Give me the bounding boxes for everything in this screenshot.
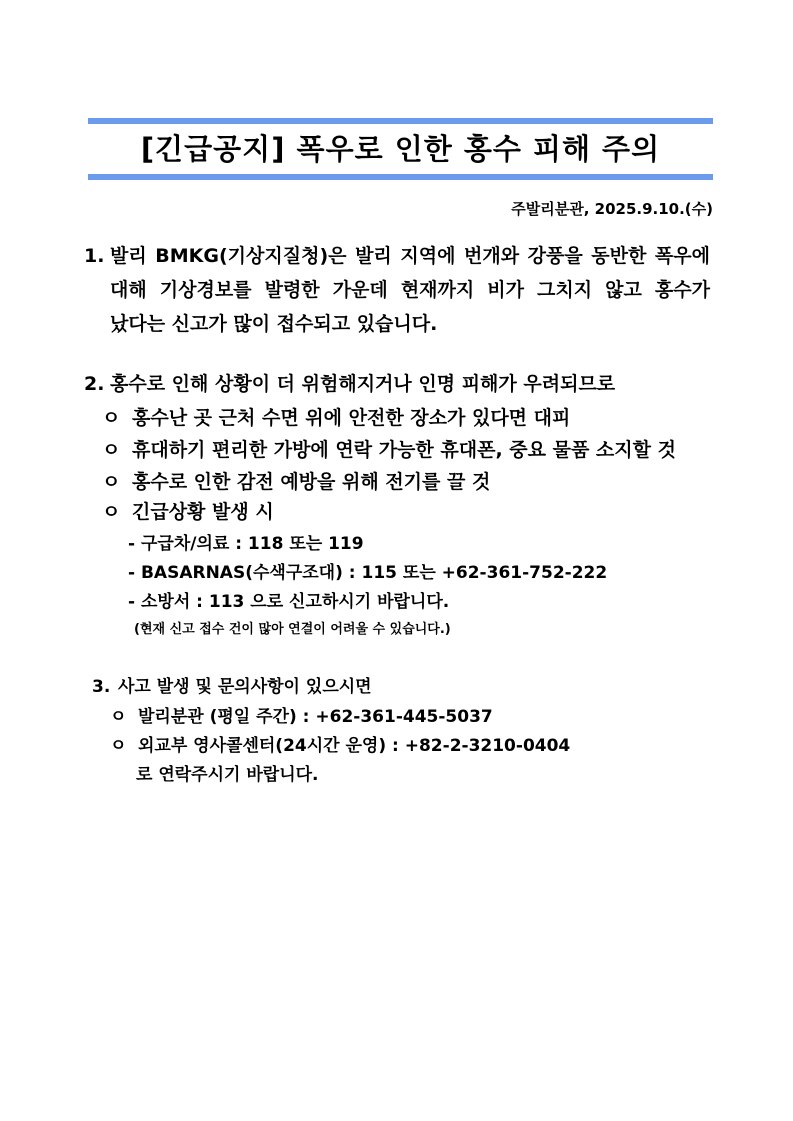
section-3-number: 3.	[92, 677, 111, 697]
section-3-closing: 로 연락주시기 바랍니다.	[136, 765, 319, 785]
section-2-bullet-2-text: 휴대하기 편리한 가방에 연락 가능한 휴대폰, 중요 물품 소지할 것	[132, 439, 676, 461]
section-2-bullet-3-text: 홍수로 인한 감전 예방을 위해 전기를 끌 것	[132, 471, 491, 493]
section-3-contact-2	[110, 735, 570, 757]
bullet-marker: ㅇ	[102, 501, 121, 523]
section-2-bullet-3	[102, 470, 490, 494]
bullet-marker: ㅇ	[102, 407, 121, 429]
bullet-marker: ㅇ	[102, 471, 121, 493]
section-1-line-1: 발리 BMKG(기상지질청)은 발리 지역에 번개와 강풍을 동반한 폭우에	[110, 245, 710, 267]
title-top-rule	[88, 118, 713, 124]
bullet-marker: ㅇ	[102, 439, 121, 461]
section-1-line-3: 났다는 신고가 많이 접수되고 있습니다.	[110, 313, 438, 335]
section-3-contact-1-text: 발리분관 (평일 주간) : +62-361-445-5037	[138, 707, 493, 727]
section-2-number: 2.	[84, 373, 105, 395]
emergency-contact-basarnas: - BASARNAS(수색구조대) : 115 또는 +62-361-752-222	[128, 563, 608, 583]
section-2-heading: 홍수로 인해 상황이 더 위험해지거나 인명 피해가 우려되므로	[110, 373, 616, 395]
title-bottom-rule	[88, 174, 713, 180]
section-3-contact-1	[110, 706, 493, 728]
bullet-marker: ㅇ	[110, 707, 127, 727]
emergency-note: (현재 신고 접수 건이 많아 연결이 어려울 수 있습니다.)	[134, 622, 451, 637]
dateline: 주발리분관, 2025.9.10.(수)	[511, 200, 713, 218]
section-3-heading: 사고 발생 및 문의사항이 있으시면	[118, 677, 372, 697]
section-1-number: 1.	[84, 245, 105, 267]
section-2-bullet-1	[102, 406, 570, 430]
section-2-bullet-1-text: 홍수난 곳 근처 수면 위에 안전한 장소가 있다면 대피	[132, 407, 571, 429]
emergency-contact-ambulance: - 구급차/의료 : 118 또는 119	[128, 534, 364, 554]
section-2-bullet-4	[102, 500, 274, 524]
bullet-marker: ㅇ	[110, 736, 127, 756]
emergency-contact-fire: - 소방서 : 113 으로 신고하시기 바랍니다.	[128, 592, 450, 612]
section-1-line-2: 대해 기상경보를 발령한 가운데 현재까지 비가 그치지 않고 홍수가	[110, 279, 710, 301]
page-title: [긴급공지] 폭우로 인한 홍수 피해 주의	[140, 132, 661, 166]
section-2-bullet-2	[102, 438, 676, 462]
section-3-contact-2-text: 외교부 영사콜센터(24시간 운영) : +82-2-3210-0404	[138, 736, 571, 756]
section-2-bullet-4-text: 긴급상황 발생 시	[132, 501, 274, 523]
